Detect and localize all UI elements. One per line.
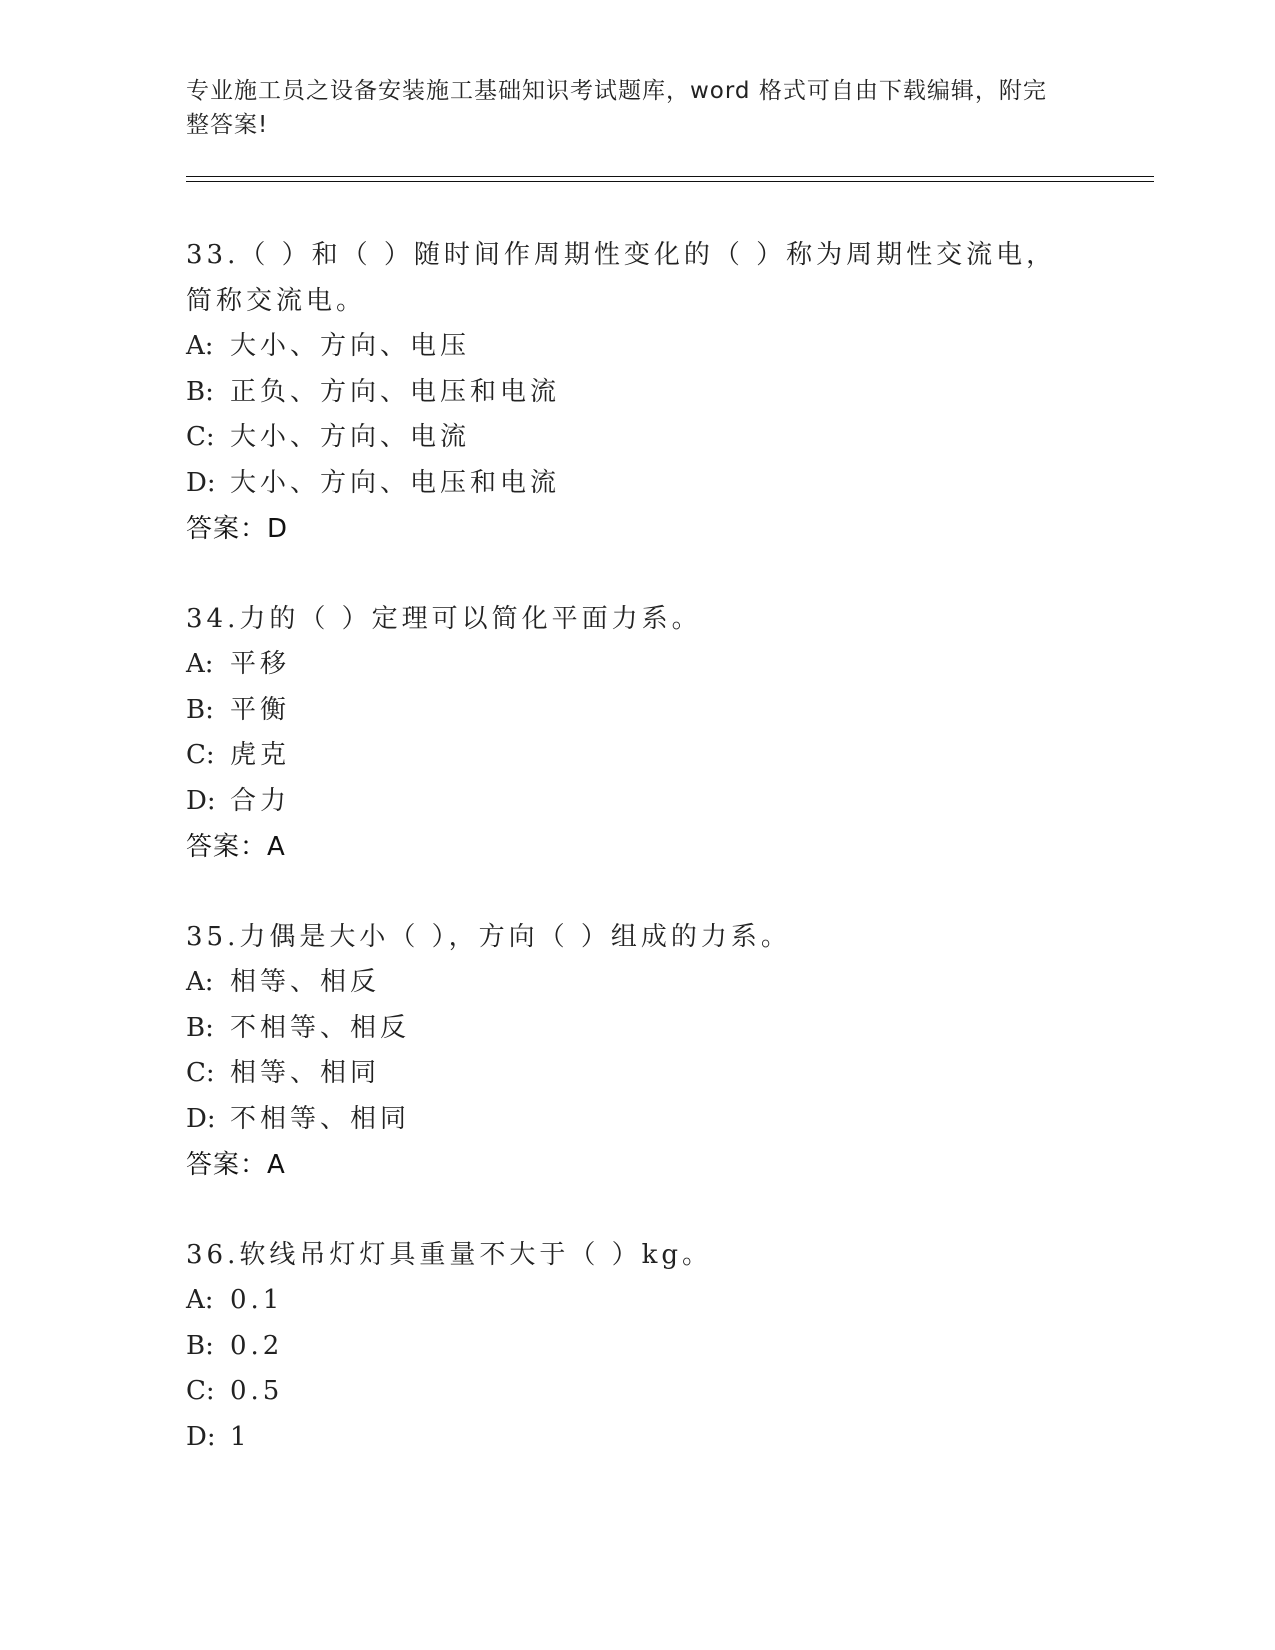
question-text: 34.力的（ ）定理可以简化平面力系。 (186, 604, 702, 634)
option-key: B: (186, 1012, 214, 1043)
option-c (186, 415, 1086, 461)
option-text: 相等、相同 (230, 1058, 381, 1088)
option-key: C: (186, 740, 215, 770)
option-b (186, 688, 1086, 734)
option-key: D: (186, 1103, 216, 1134)
option-a (186, 324, 1086, 370)
option-key: C: (186, 422, 215, 452)
option-text: 不相等、相反 (230, 1012, 411, 1043)
option-text: 1 (230, 1421, 251, 1452)
option-key: B: (186, 694, 214, 725)
option-text: 合力 (230, 785, 291, 816)
header-rule-bottom (186, 181, 1154, 182)
option-key: A: (186, 1285, 214, 1315)
option-a (186, 642, 1086, 688)
option-key: A: (186, 967, 214, 997)
option-text: 正负、方向、电压和电流 (230, 376, 561, 407)
question-33 (186, 232, 1086, 552)
question-34 (186, 596, 1086, 870)
option-d (186, 461, 1086, 507)
option-text: 大小、方向、电压 (230, 331, 471, 361)
question-text: 36.软线吊灯灯具重量不大于（ ）kg。 (186, 1240, 713, 1270)
option-key: C: (186, 1058, 215, 1088)
option-text: 大小、方向、电流 (230, 422, 471, 452)
option-text: 虎克 (230, 740, 291, 770)
option-key: B: (186, 1330, 214, 1361)
option-c (186, 1051, 1086, 1097)
option-c (186, 1369, 1086, 1415)
option-d (186, 1415, 1086, 1461)
option-key: B: (186, 376, 214, 407)
option-text: 不相等、相同 (230, 1103, 411, 1134)
question-list (186, 232, 1086, 1504)
option-d (186, 1097, 1086, 1143)
option-b (186, 1324, 1086, 1370)
option-text: 平衡 (230, 694, 291, 725)
answer-line: 答案：D (186, 514, 289, 544)
option-d (186, 779, 1086, 825)
answer-line: 答案：A (186, 832, 286, 862)
option-a (186, 960, 1086, 1006)
option-text: 平移 (230, 649, 291, 679)
option-text: 大小、方向、电压和电流 (230, 467, 561, 498)
option-key: D: (186, 1421, 216, 1452)
document-header: 专业施工员之设备安装施工基础知识考试题库，word 格式可自由下载编辑，附完整答案! (186, 78, 1047, 138)
option-c (186, 733, 1086, 779)
option-text: 0.2 (230, 1330, 284, 1361)
option-text: 0.1 (230, 1285, 284, 1315)
option-key: D: (186, 785, 216, 816)
answer-line: 答案：A (186, 1150, 286, 1180)
question-text: 33.（ ）和（ ）随时间作周期性变化的（ ）称为周期性交流电，简称交流电。 (186, 240, 1057, 316)
option-key: A: (186, 331, 214, 361)
question-36 (186, 1232, 1086, 1460)
option-text: 0.5 (230, 1376, 284, 1406)
option-key: C: (186, 1376, 215, 1406)
question-35 (186, 914, 1086, 1188)
header-rule-top (186, 176, 1154, 177)
option-key: A: (186, 649, 214, 679)
option-a (186, 1278, 1086, 1324)
question-text: 35.力偶是大小（ ），方向（ ）组成的力系。 (186, 922, 791, 952)
option-text: 相等、相反 (230, 967, 381, 997)
option-key: D: (186, 467, 216, 498)
option-b (186, 370, 1086, 416)
option-b (186, 1006, 1086, 1052)
